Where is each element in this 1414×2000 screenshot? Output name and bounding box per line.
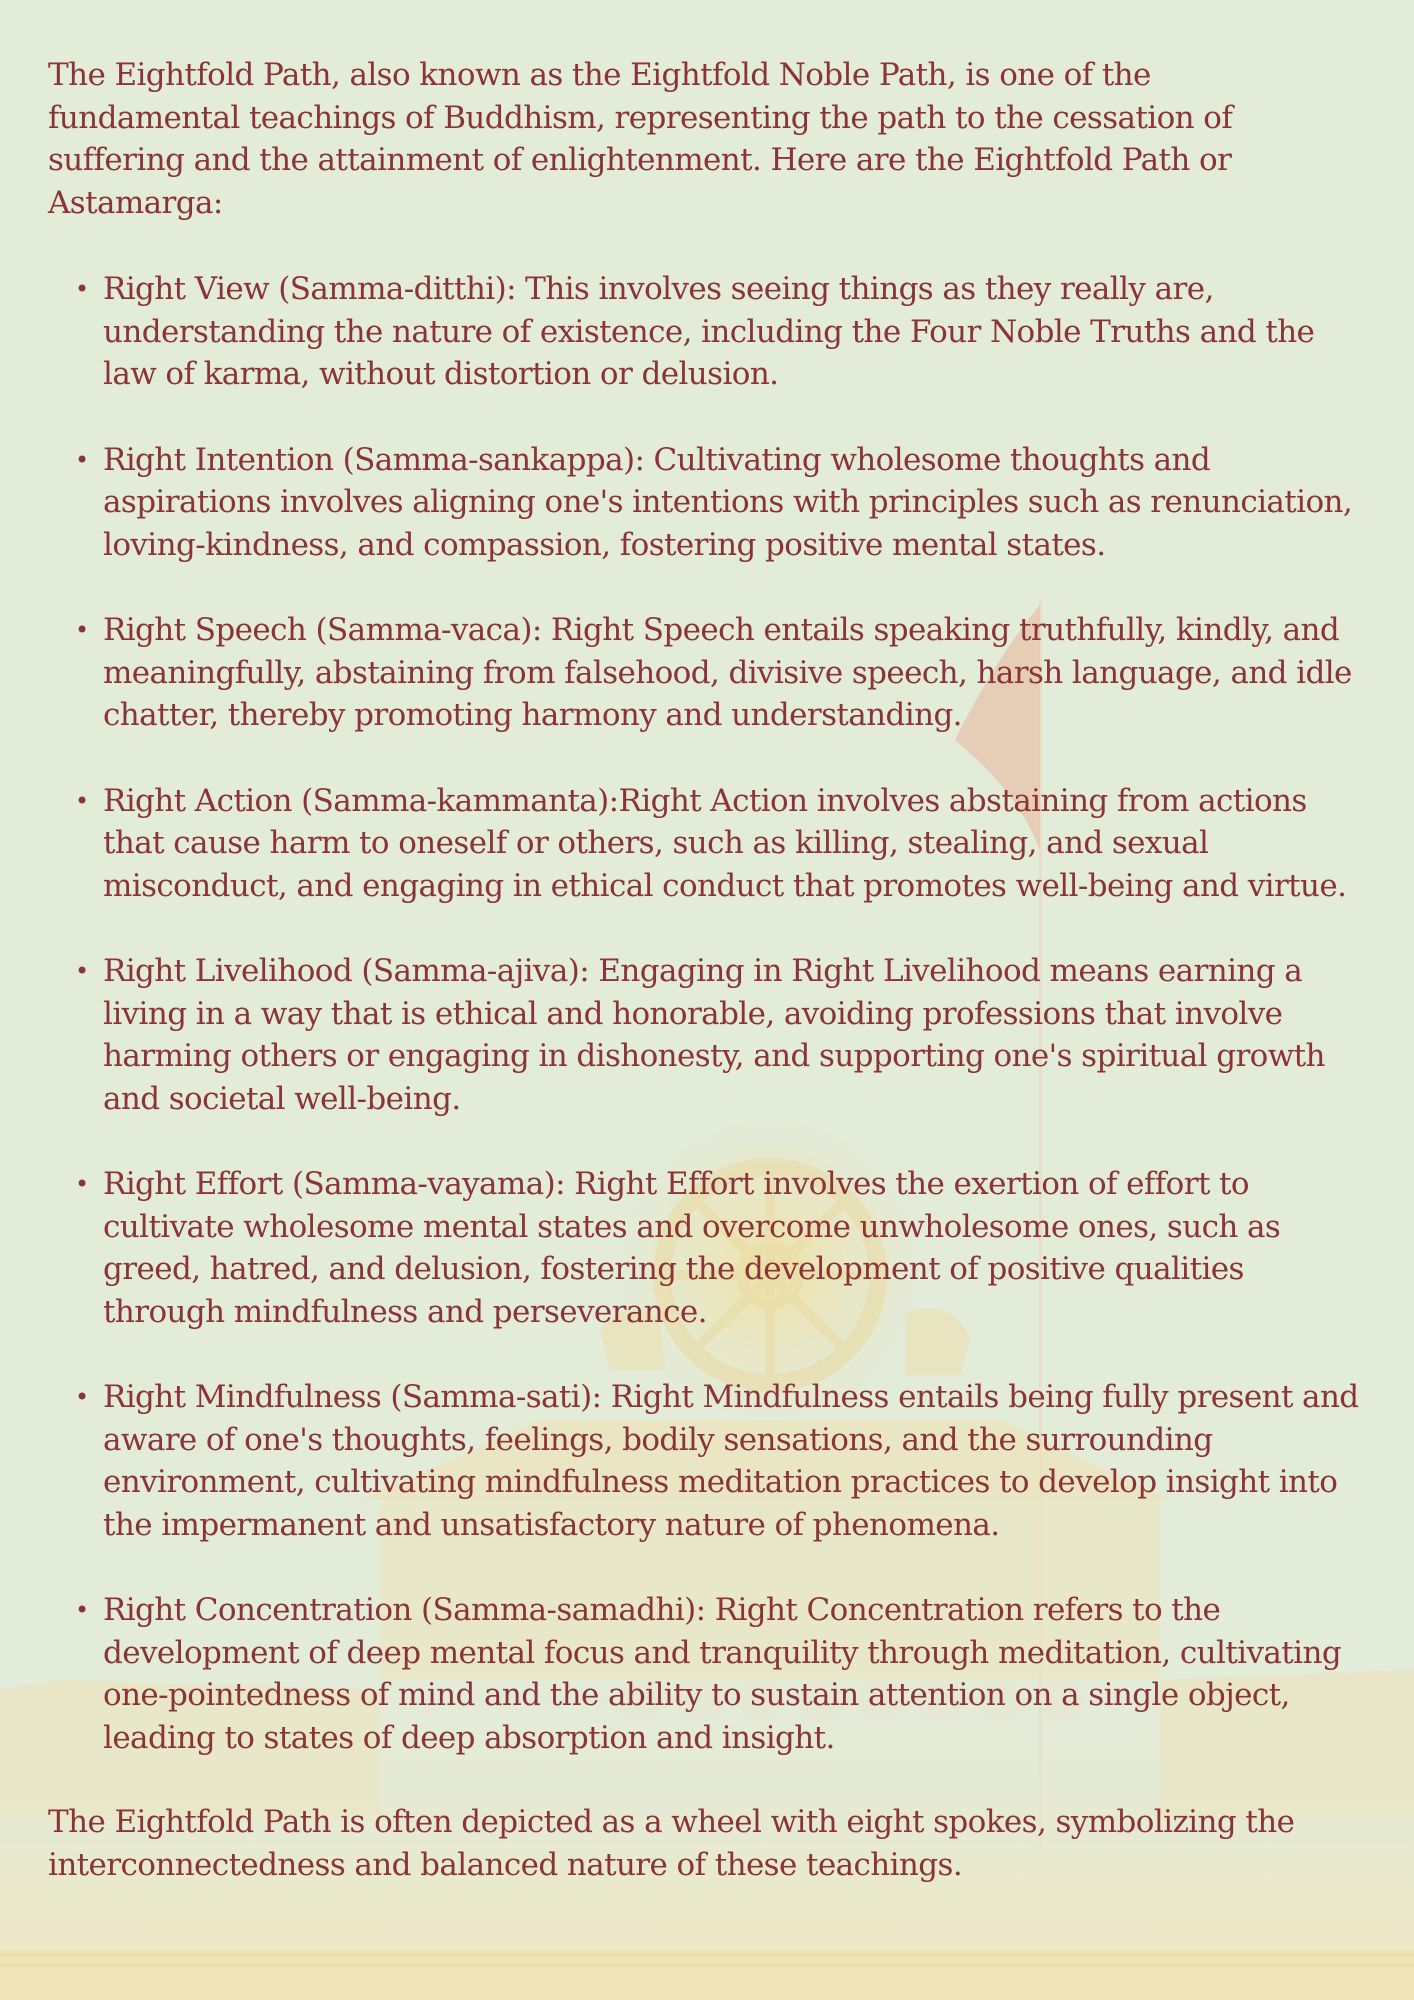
list-item-text: Right View (Samma-ditthi): This involves seeing things as they really are, understanding the nature of existence, including the Four Noble Truths and the law of karma, without distortion or delusion. [103, 271, 1315, 392]
bullet-icon: • [75, 1383, 89, 1411]
list-item-text: Right Speech (Samma-vaca): Right Speech entails speaking truthfully, kindly, and meaningfully, abstaining from falsehood, divisive speech, harsh language, and idle chatter, thereby promoting harmony and understanding. [103, 612, 1352, 733]
list-item-right-speech [48, 609, 1363, 737]
bullet-icon: • [75, 786, 89, 815]
list-item-text: Right Effort (Samma-vayama): Right Effort involves the exertion of effort to cultivate wholesome mental states and overcome unwholesome ones, such as greed, hatred, and delusion, fostering the development of positive qualities through mindfulness and perseverance. [103, 1166, 1281, 1330]
list-item-right-view [48, 268, 1363, 396]
list-item-right-intention [48, 439, 1363, 567]
list-item-right-livelihood [48, 950, 1363, 1120]
intro-paragraph: The Eightfold Path, also known as the Eightfold Noble Path, is one of the fundamental teachings of Buddhism, representing the path to the cessation of suffering and the attainment of enlightenment. Here are the Eightfold Path or Astamarga: [48, 57, 1233, 221]
list-item-right-action [48, 780, 1363, 908]
bullet-icon: • [75, 275, 89, 303]
outro-paragraph: The Eightfold Path is often depicted as a wheel with eight spokes, symbolizing the interconnectedness and balanced nature of these teachings. [48, 1804, 1295, 1883]
list-item-text: Right Mindfulness (Samma-sati): Right Mindfulness entails being fully present and aware of one's thoughts, feelings, bodily sensations, and the surrounding environment, cultivating mindfulness meditation practices to develop insight into the impermanent and unsatisfactory nature of phenomena. [103, 1379, 1359, 1543]
list-item-text: Right Concentration (Samma-samadhi): Right Concentration refers to the development of deep mental focus and tranquility through meditation, cultivating one-pointedness of mind and the ability to sustain attention on a single object, leading to states of deep absorption and insight. [103, 1592, 1342, 1756]
list-item-text: Right Intention (Samma-sankappa): Cultivating wholesome thoughts and aspirations involves aligning one's intentions with principles such as renunciation, loving-kindness, and compassion, fostering positive mental states. [103, 441, 1353, 563]
bullet-icon: • [75, 1596, 89, 1624]
eightfold-path-list [48, 268, 1359, 1759]
list-item-text: Right Livelihood (Samma-ajiva): Engaging in Right Livelihood means earning a living in a way that is ethical and honorable, avoiding professions that involve harming others or engaging in dishonesty, and supporting one's spiritual growth and societal well-being. [103, 953, 1325, 1117]
bullet-icon: • [75, 1170, 89, 1198]
bullet-icon: • [75, 616, 89, 644]
bullet-icon: • [75, 445, 89, 474]
list-item-right-effort [48, 1163, 1363, 1333]
list-item-right-concentration [48, 1589, 1363, 1759]
list-item-text: Right Action (Samma-kammanta):Right Action involves abstaining from actions that cause harm to oneself or others, such as killing, stealing, and sexual misconduct, and engaging in ethical conduct that promotes well-being and virtue. [103, 782, 1347, 904]
bullet-icon: • [75, 957, 89, 985]
list-item-right-mindfulness [48, 1376, 1363, 1546]
